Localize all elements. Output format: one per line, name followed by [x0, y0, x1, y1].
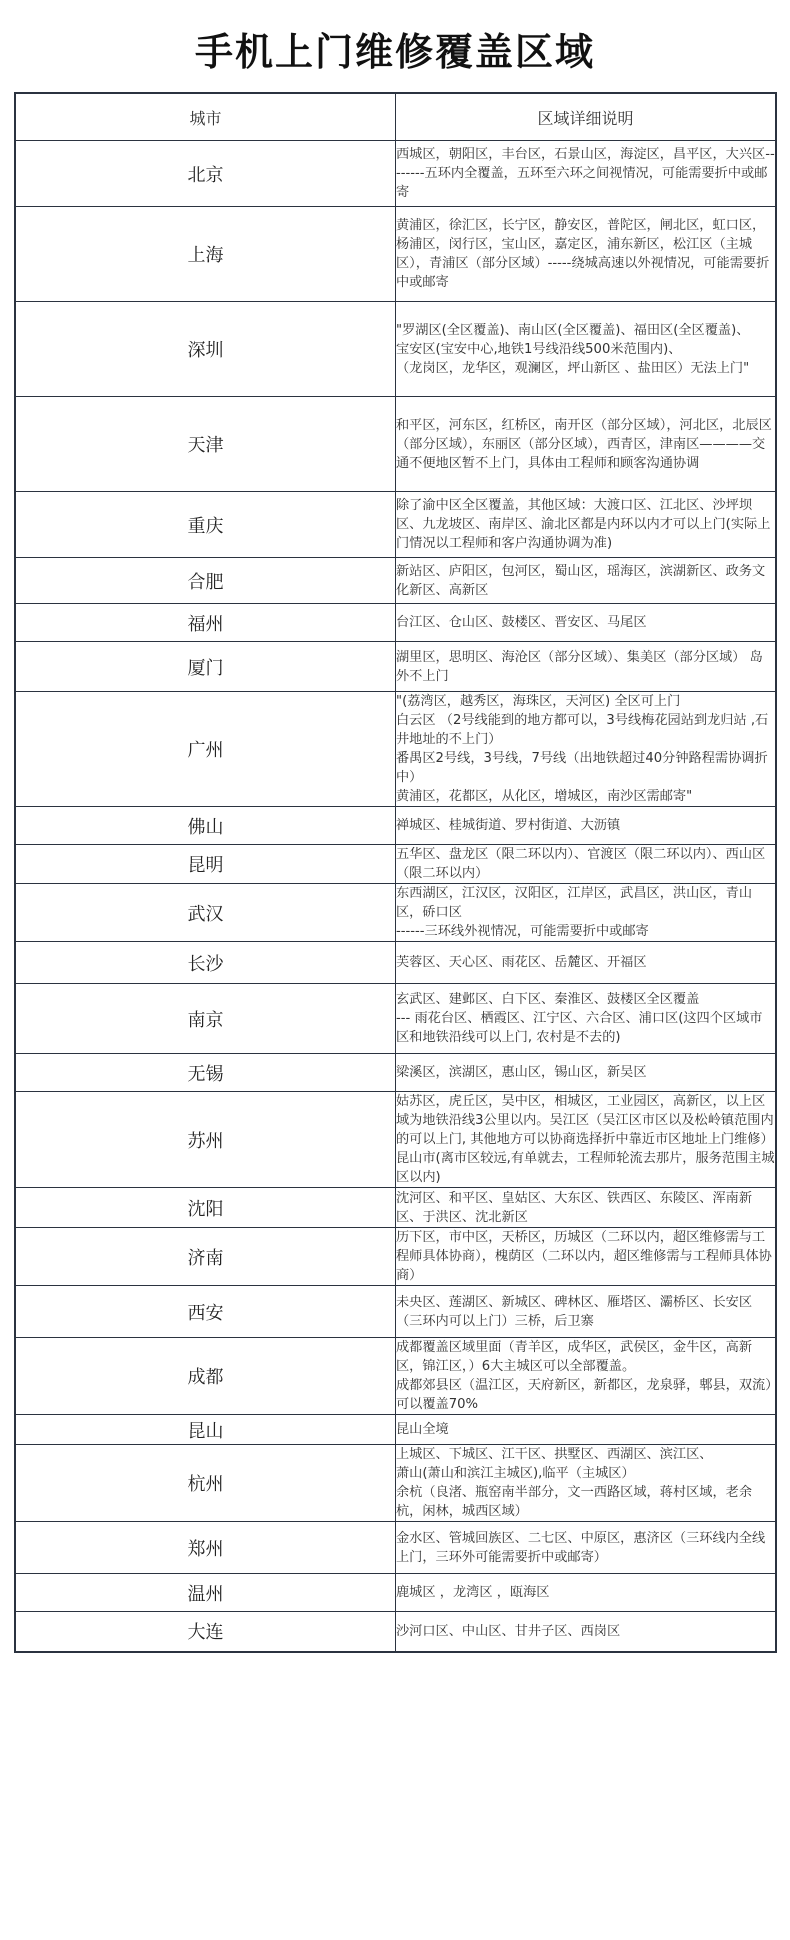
description-cell: 西城区，朝阳区，丰台区，石景山区，海淀区，昌平区，大兴区--------五环内全覆盖，五环至六环之间视情况，可能需要折中或邮寄 — [396, 141, 777, 207]
description-cell: 玄武区、建邺区、白下区、秦淮区、鼓楼区全区覆盖 --- 雨花台区、栖霞区、江宁区、六合区、浦口区(这四个区域市区和地铁沿线可以上门, 农村是不去的) — [396, 984, 777, 1054]
city-cell: 佛山 — [15, 807, 396, 845]
table-header-row — [15, 93, 776, 141]
city-cell: 西安 — [15, 1286, 396, 1338]
description-cell: 历下区，市中区，天桥区，历城区（二环以内，超区维修需与工程师具体协商），槐荫区（二环以内，超区维修需与工程师具体协商） — [396, 1228, 777, 1286]
page-title: 手机上门维修覆盖区域 — [194, 30, 595, 74]
description-cell: 姑苏区，虎丘区，吴中区，相城区，工业园区，高新区，以上区域为地铁沿线3公里以内。吴江区（吴江区市区以及松岭镇范围内的可以上门, 其他地方可以协商选择折中靠近市区地址上门维修） 昆山市(离市区较远,有单就去，工程师轮流去那片，服务范围主城区以内) — [396, 1092, 777, 1188]
table-row — [15, 1286, 776, 1338]
table-row — [15, 1415, 776, 1445]
city-cell: 长沙 — [15, 942, 396, 984]
table-row — [15, 942, 776, 984]
city-cell: 福州 — [15, 604, 396, 642]
description-cell: 未央区、莲湖区、新城区、碑林区、雁塔区、灞桥区、长安区（三环内可以上门）三桥，后卫寨 — [396, 1286, 777, 1338]
table-row — [15, 397, 776, 492]
description-cell: 五华区、盘龙区（限二环以内）、官渡区（限二环以内）、西山区（限二环以内） — [396, 845, 777, 884]
city-cell: 重庆 — [15, 492, 396, 558]
city-cell: 合肥 — [15, 558, 396, 604]
city-cell: 杭州 — [15, 1445, 396, 1522]
table-row — [15, 141, 776, 207]
city-cell: 昆山 — [15, 1415, 396, 1445]
description-cell: 除了渝中区全区覆盖，其他区域：大渡口区、江北区、沙坪坝区、九龙坡区、南岸区、渝北区都是内环以内才可以上门(实际上门情况以工程师和客户沟通协调为准) — [396, 492, 777, 558]
table-row — [15, 1445, 776, 1522]
table-row — [15, 984, 776, 1054]
description-cell: 昆山全境 — [396, 1415, 777, 1445]
city-cell: 无锡 — [15, 1054, 396, 1092]
city-cell: 济南 — [15, 1228, 396, 1286]
city-cell: 广州 — [15, 692, 396, 807]
description-cell: 芙蓉区、天心区、雨花区、岳麓区、开福区 — [396, 942, 777, 984]
description-cell: 禅城区、桂城街道、罗村街道、大沥镇 — [396, 807, 777, 845]
table-row — [15, 302, 776, 397]
description-cell: 成都覆盖区域里面（青羊区，成华区，武侯区，金牛区，高新区，锦江区，）6大主城区可以全部覆盖。 成都郊县区（温江区，天府新区，新都区，龙泉驿，郫县，双流）可以覆盖70% — [396, 1338, 777, 1415]
description-cell: 沈河区、和平区、皇姑区、大东区、铁西区、东陵区、浑南新区、于洪区、沈北新区 — [396, 1188, 777, 1228]
description-cell: 台江区、仓山区、鼓楼区、晋安区、马尾区 — [396, 604, 777, 642]
table-row — [15, 1092, 776, 1188]
table-row — [15, 692, 776, 807]
table-row — [15, 207, 776, 302]
description-cell: 和平区，河东区，红桥区，南开区（部分区域），河北区，北辰区（部分区域），东丽区（部分区域），西青区，津南区————交通不便地区暂不上门，具体由工程师和顾客沟通协调 — [396, 397, 777, 492]
city-cell: 上海 — [15, 207, 396, 302]
header-city: 城市 — [15, 93, 396, 141]
city-cell: 昆明 — [15, 845, 396, 884]
table-row — [15, 884, 776, 942]
city-cell: 成都 — [15, 1338, 396, 1415]
table-row — [15, 492, 776, 558]
table-row — [15, 558, 776, 604]
table-row — [15, 845, 776, 884]
header-description: 区域详细说明 — [396, 93, 777, 141]
city-cell: 厦门 — [15, 642, 396, 692]
city-cell: 武汉 — [15, 884, 396, 942]
table-row — [15, 1574, 776, 1612]
description-cell: "(荔湾区，越秀区，海珠区，天河区) 全区可上门 白云区 （2号线能到的地方都可以，3号线梅花园站到龙归站 ,石井地址的不上门） 番禺区2号线，3号线，7号线（出地铁超过40分钟路程需协调折中） 黄浦区，花都区，从化区，增城区，南沙区需邮寄" — [396, 692, 777, 807]
table-row — [15, 1522, 776, 1574]
table-row — [15, 1054, 776, 1092]
description-cell: 黄浦区，徐汇区，长宁区，静安区，普陀区，闸北区，虹口区，杨浦区，闵行区，宝山区，嘉定区，浦东新区，松江区（主城区），青浦区（部分区域）-----绕城高速以外视情况，可能需要折中或邮寄 — [396, 207, 777, 302]
table-row — [15, 807, 776, 845]
description-cell: 金水区、管城回族区、二七区、中原区，惠济区（三环线内全线上门，三环外可能需要折中或邮寄） — [396, 1522, 777, 1574]
table-row — [15, 642, 776, 692]
table-row — [15, 1612, 776, 1652]
table-row — [15, 1338, 776, 1415]
city-cell: 温州 — [15, 1574, 396, 1612]
city-cell: 苏州 — [15, 1092, 396, 1188]
description-cell: 上城区、下城区、江干区、拱墅区、西湖区、滨江区、 萧山(萧山和滨江主城区),临平（主城区） 余杭（良渚、瓶窑南半部分，文一西路区域，蒋村区域，老余杭，闲林，城西区域） — [396, 1445, 777, 1522]
description-cell: 鹿城区 ，龙湾区 ，瓯海区 — [396, 1574, 777, 1612]
city-cell: 南京 — [15, 984, 396, 1054]
city-cell: 深圳 — [15, 302, 396, 397]
table-row — [15, 1188, 776, 1228]
city-cell: 郑州 — [15, 1522, 396, 1574]
description-cell: 梁溪区，滨湖区，惠山区，锡山区，新吴区 — [396, 1054, 777, 1092]
city-cell: 大连 — [15, 1612, 396, 1652]
city-cell: 天津 — [15, 397, 396, 492]
city-cell: 北京 — [15, 141, 396, 207]
coverage-table — [14, 92, 777, 1653]
table-row — [15, 604, 776, 642]
city-cell: 沈阳 — [15, 1188, 396, 1228]
description-cell: 新站区、庐阳区，包河区，蜀山区，瑶海区，滨湖新区、政务文化新区、高新区 — [396, 558, 777, 604]
table-row — [15, 1228, 776, 1286]
description-cell: 沙河口区、中山区、甘井子区、西岗区 — [396, 1612, 777, 1652]
description-cell: 东西湖区，江汉区，汉阳区，江岸区，武昌区，洪山区，青山区，硚口区 ------三环线外视情况，可能需要折中或邮寄 — [396, 884, 777, 942]
description-cell: 湖里区，思明区、海沧区（部分区域）、集美区（部分区域） 岛外不上门 — [396, 642, 777, 692]
description-cell: "罗湖区(全区覆盖)、南山区(全区覆盖)、福田区(全区覆盖)、 宝安区(宝安中心,地铁1号线沿线500米范围内)、 （龙岗区，龙华区，观澜区，坪山新区 、盐田区）无法上门" — [396, 302, 777, 397]
